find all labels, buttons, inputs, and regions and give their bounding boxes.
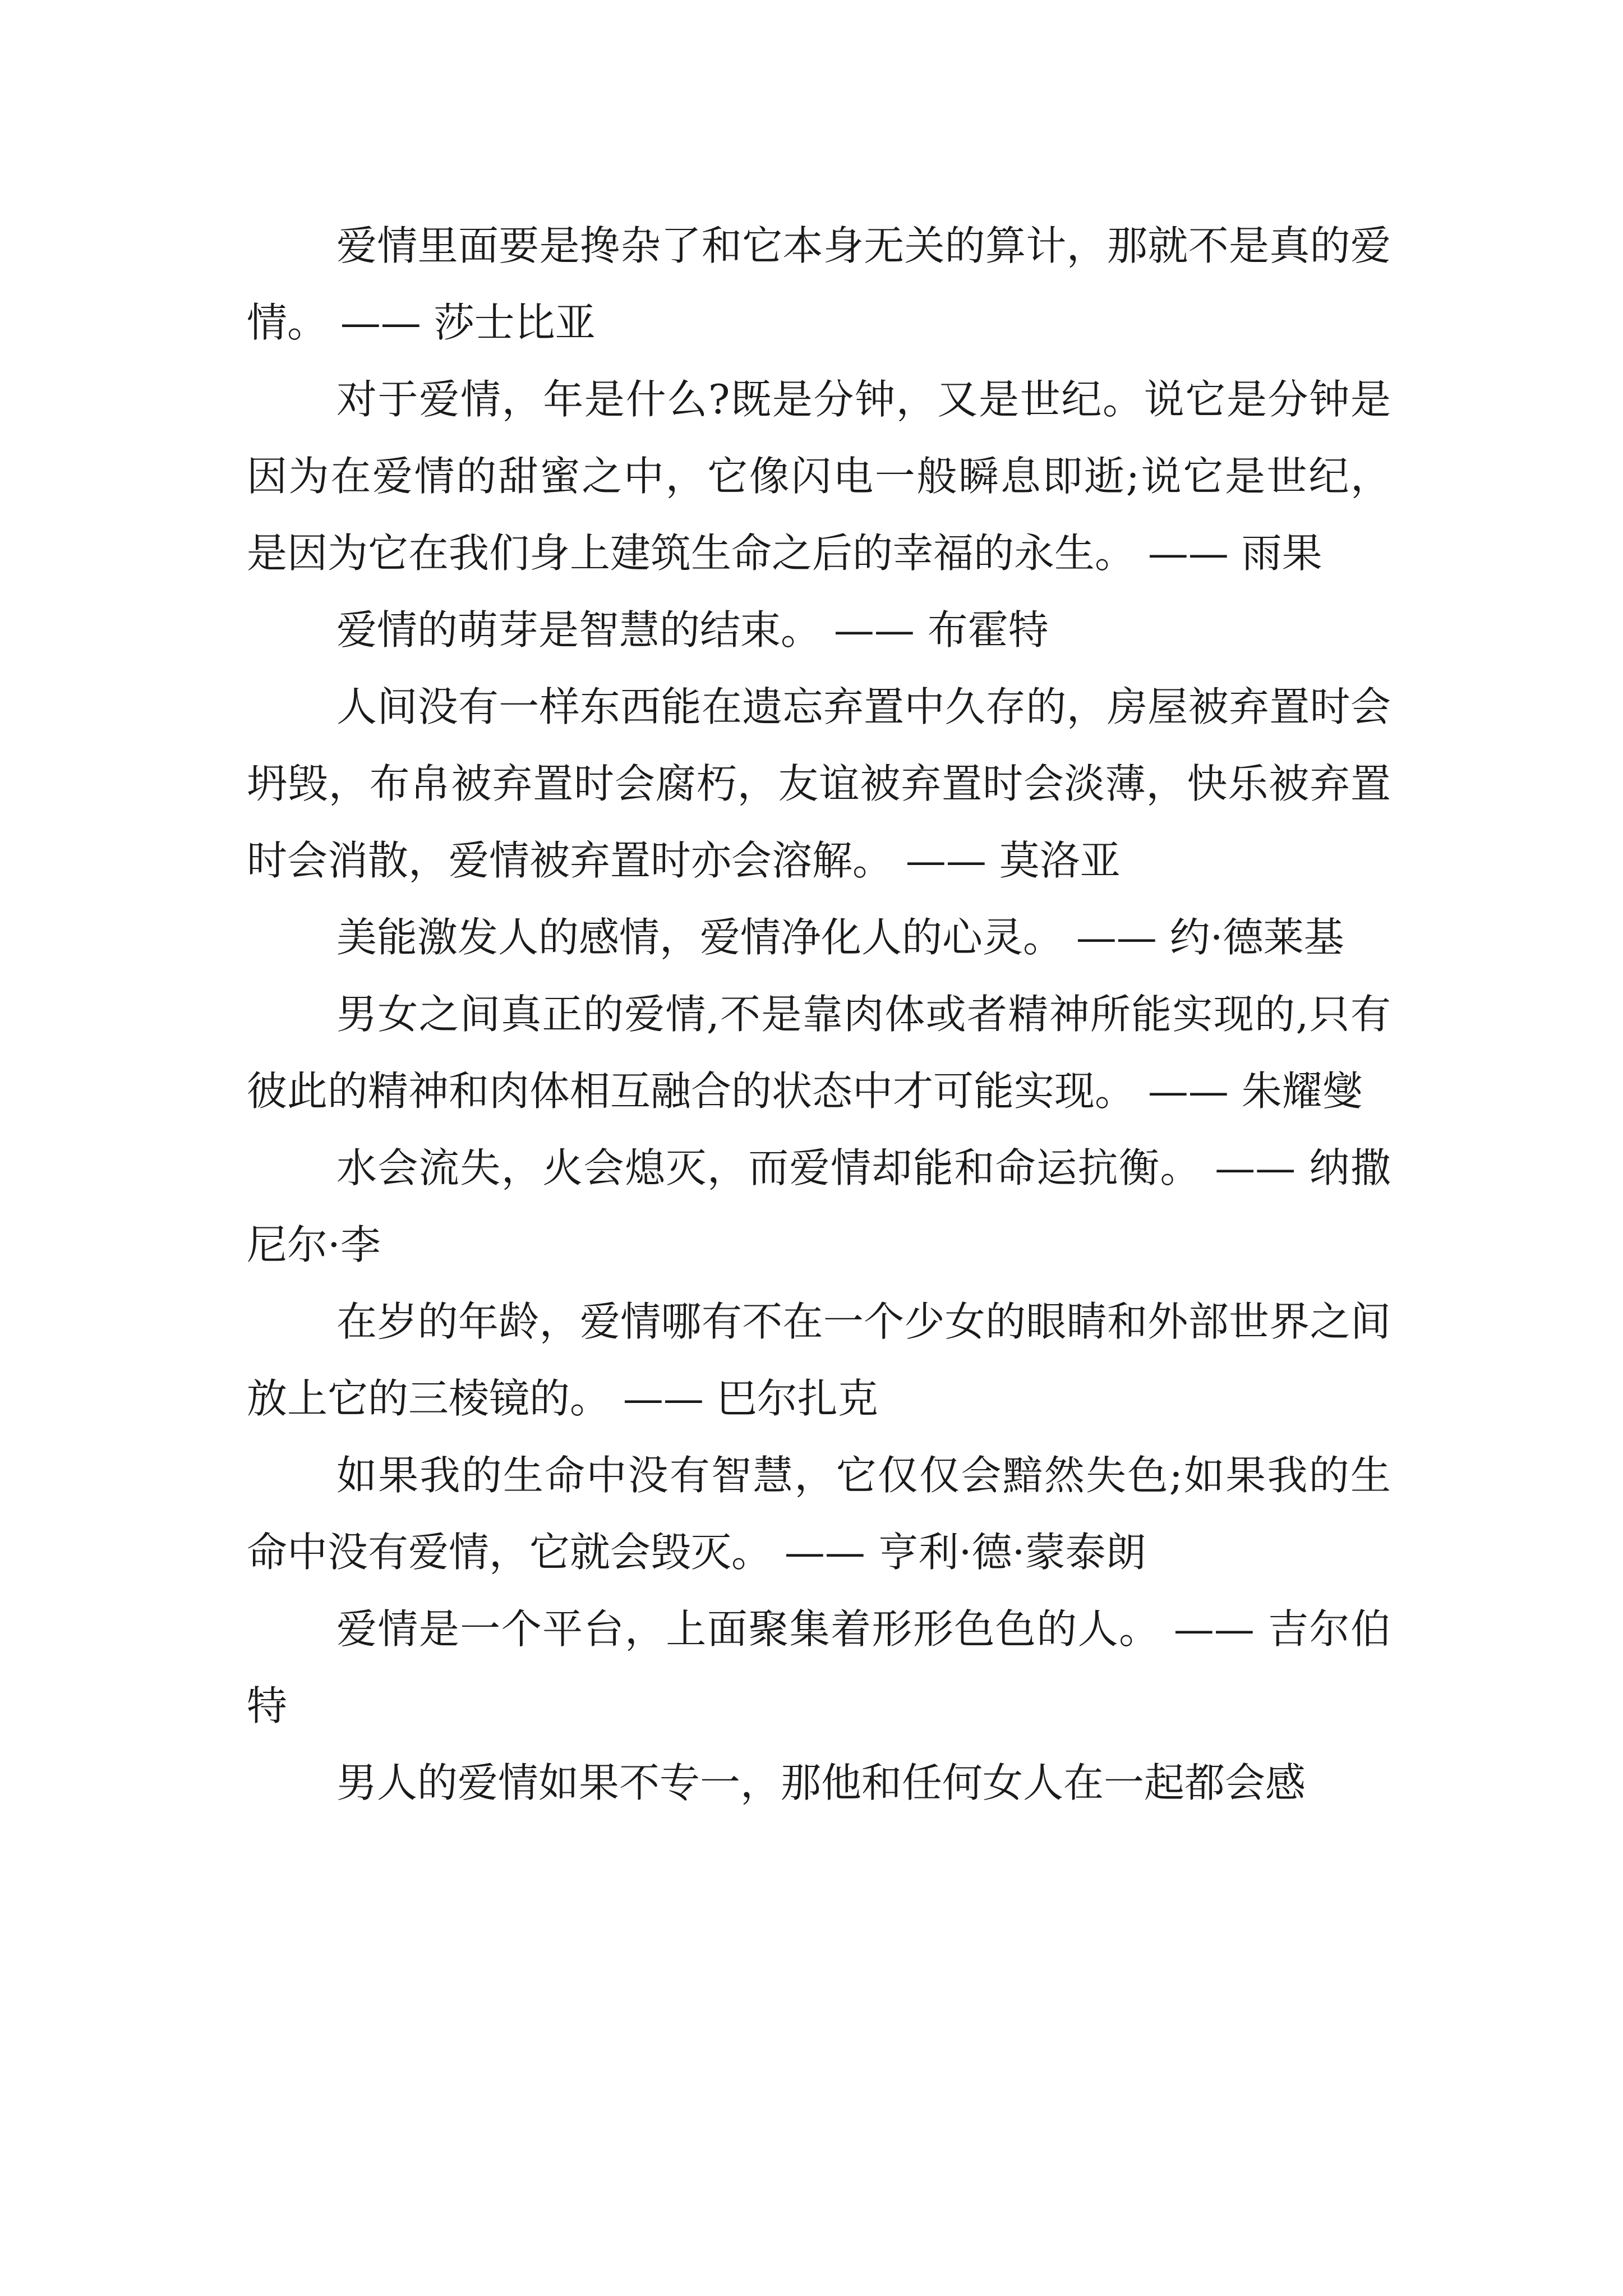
quote-text: 对于爱情，年是什么?既是分钟，又是世纪。说它是分钟是因为在爱情的甜蜜之中，它像闪电一般瞬息即逝;说它是世纪，是因为它在我们身上建筑生命之后的幸福的永生。 bbox=[247, 376, 1391, 577]
quote-paragraph bbox=[247, 1130, 1391, 1283]
quote-author: —— 亨利·德·蒙泰朗 bbox=[784, 1529, 1146, 1576]
quote-paragraph bbox=[247, 208, 1391, 361]
quote-paragraph bbox=[247, 1591, 1391, 1745]
quote-paragraph bbox=[247, 361, 1391, 592]
quote-paragraph bbox=[247, 1283, 1391, 1437]
quote-text: 男人的爱情如果不专一，那他和任何女人在一起都会感 bbox=[336, 1759, 1306, 1806]
quote-text: 人间没有一样东西能在遗忘弃置中久存的，房屋被弃置时会坍毁，布帛被弃置时会腐朽，友谊被弃置时会淡薄，快乐被弃置时会消散，爱情被弃置时亦会溶解。 bbox=[247, 683, 1391, 884]
quote-paragraph bbox=[247, 976, 1391, 1130]
quote-paragraph bbox=[247, 592, 1391, 669]
quote-author: —— 约·德莱基 bbox=[1076, 914, 1344, 961]
quote-text: 男女之间真正的爱情,不是靠肉体或者精神所能实现的,只有彼此的精神和肉体相互融合的状态中才可能实现。 bbox=[247, 991, 1391, 1115]
quote-author: —— 朱耀燮 bbox=[1147, 1068, 1363, 1115]
quote-text: 爱情里面要是搀杂了和它本身无关的算计，那就不是真的爱情。 bbox=[247, 222, 1391, 346]
quote-text: 在岁的年龄，爱情哪有不在一个少女的眼睛和外部世界之间放上它的三棱镜的。 bbox=[247, 1298, 1391, 1422]
quote-text-block bbox=[247, 208, 1391, 1821]
quote-author: —— 吉尔伯特 bbox=[247, 1605, 1391, 1729]
quote-text: 美能激发人的感情，爱情净化人的心灵。 bbox=[336, 914, 1064, 961]
quote-paragraph bbox=[247, 899, 1391, 976]
quote-author: —— 莫洛亚 bbox=[905, 837, 1121, 884]
quote-author: —— 莎士比亚 bbox=[340, 299, 596, 346]
quote-paragraph bbox=[247, 1745, 1391, 1821]
quote-text: 水会流失，火会熄灭，而爱情却能和命运抗衡。 bbox=[336, 1144, 1201, 1191]
quote-author: —— 纳撒尼尔·李 bbox=[247, 1144, 1391, 1268]
quote-author: —— 布霍特 bbox=[833, 606, 1049, 654]
quote-text: 如果我的生命中没有智慧，它仅仅会黯然失色;如果我的生命中没有爱情，它就会毁灭。 bbox=[247, 1452, 1391, 1576]
quote-paragraph bbox=[247, 1437, 1391, 1591]
quote-text: 爱情的萌芽是智慧的结束。 bbox=[336, 606, 822, 654]
quote-author: —— 巴尔扎克 bbox=[623, 1375, 878, 1422]
quote-text: 爱情是一个平台，上面聚集着形形色色的人。 bbox=[336, 1605, 1160, 1653]
quote-paragraph bbox=[247, 669, 1391, 899]
quote-author: —— 雨果 bbox=[1147, 530, 1322, 577]
